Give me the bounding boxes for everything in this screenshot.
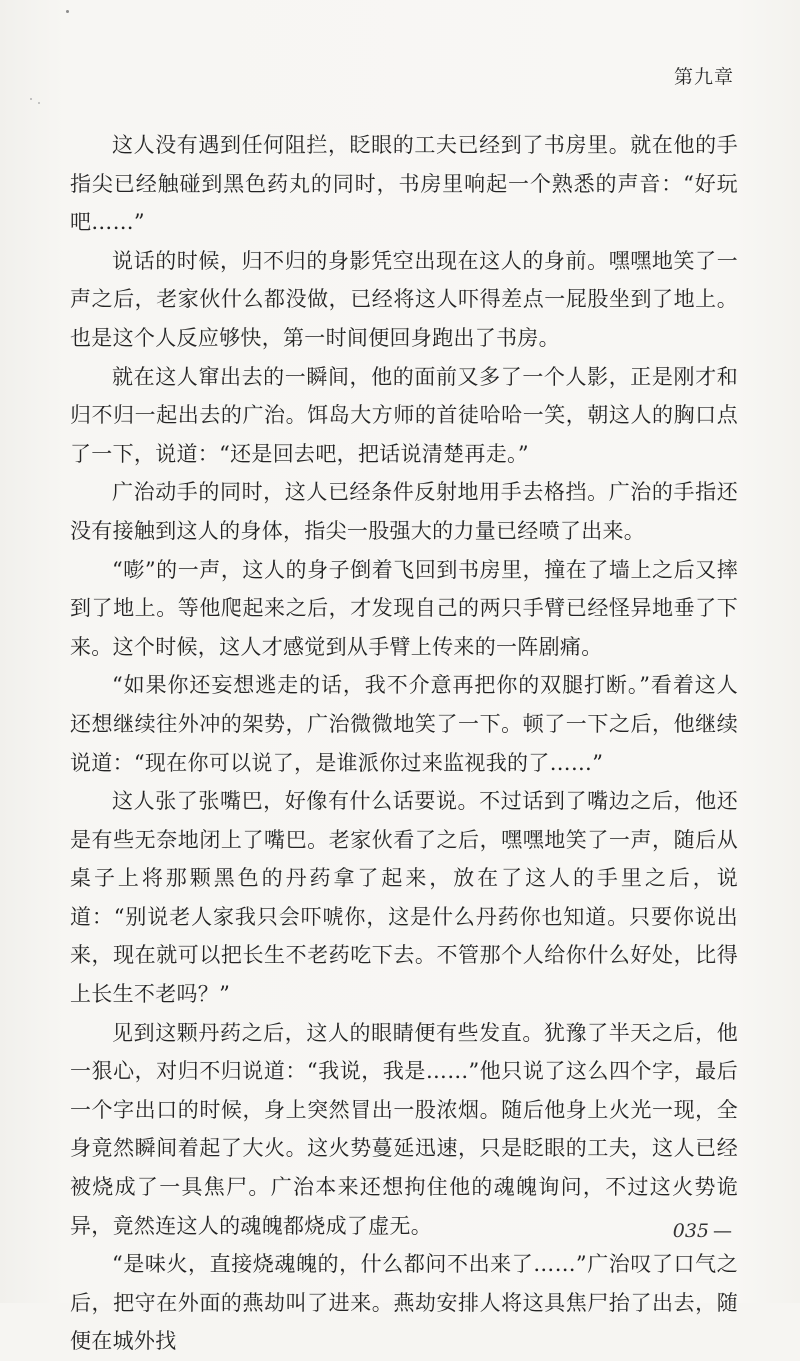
scan-speck	[38, 102, 40, 104]
paragraph: 这人张了张嘴巴，好像有什么话要说。不过话到了嘴边之后，他还是有些无奈地闭上了嘴巴。老家伙看了之后，嘿嘿地笑了一声，随后从桌子上将那颗黑色的丹药拿了起来，放在了这人的手里之后，说道：“别说老人家我只会吓唬你，这是什么丹药你也知道。只要你说出来，现在就可以把长生不老药吃下去。不管那个人给你什么好处，比得上长生不老吗？”	[70, 789, 738, 1007]
paragraph: 就在这人窜出去的一瞬间，他的面前又多了一个人影，正是刚才和归不归一起出去的广治。饵岛大方师的首徒哈哈一笑，朝这人的胸口点了一下，说道：“还是回去吧，把话说清楚再走。”	[70, 364, 738, 466]
body-text	[70, 126, 738, 1361]
scan-speck	[30, 98, 32, 100]
page-number-value: 035	[672, 1220, 709, 1242]
paragraph: 广治动手的同时，这人已经条件反射地用手去格挡。广治的手指还没有接触到这人的身体，指尖一股强大的力量已经喷了出来。	[70, 480, 738, 543]
paragraph: 说话的时候，归不归的身影凭空出现在这人的身前。嘿嘿地笑了一声之后，老家伙什么都没做，已经将这人吓得差点一屁股坐到了地上。也是这个人反应够快，第一时间便回身跑出了书房。	[70, 248, 738, 350]
chapter-header: 第九章	[673, 66, 734, 88]
paragraph: 这人没有遇到任何阻拦，眨眼的工夫已经到了书房里。就在他的手指尖已经触碰到黑色药丸的同时，书房里响起一个熟悉的声音：“好玩吧……”	[70, 133, 738, 235]
paragraph: “嘭”的一声，这人的身子倒着飞回到书房里，撞在了墙上之后又摔到了地上。等他爬起来之后，才发现自己的两只手臂已经怪异地垂了下来。这个时候，这人才感觉到从手臂上传来的一阵剧痛。	[70, 557, 738, 659]
page-number-dash: —	[713, 1220, 732, 1242]
page-number	[673, 1220, 732, 1242]
scan-speck	[66, 10, 69, 13]
paragraph: “如果你还妄想逃走的话，我不介意再把你的双腿打断。”看着这人还想继续往外冲的架势，广治微微地笑了一下。顿了一下之后，他继续说道：“现在你可以说了，是谁派你过来监视我的了……”	[70, 673, 738, 775]
paragraph: 见到这颗丹药之后，这人的眼睛便有些发直。犹豫了半天之后，他一狠心，对归不归说道：“我说，我是……”他只说了这么四个字，最后一个字出口的时候，身上突然冒出一股浓烟。随后他身上火光一现，全身竟然瞬间着起了大火。这火势蔓延迅速，只是眨眼的工夫，这人已经被烧成了一具焦尸。广治本来还想拘住他的魂魄询问，不过这火势诡异，竟然连这人的魂魄都烧成了虚无。	[70, 1020, 738, 1238]
paragraph: “是味火，直接烧魂魄的，什么都问不出来了……”广治叹了口气之后，把守在外面的燕劫叫了进来。燕劫安排人将这具焦尸抬了出去，随便在城外找	[70, 1252, 738, 1354]
